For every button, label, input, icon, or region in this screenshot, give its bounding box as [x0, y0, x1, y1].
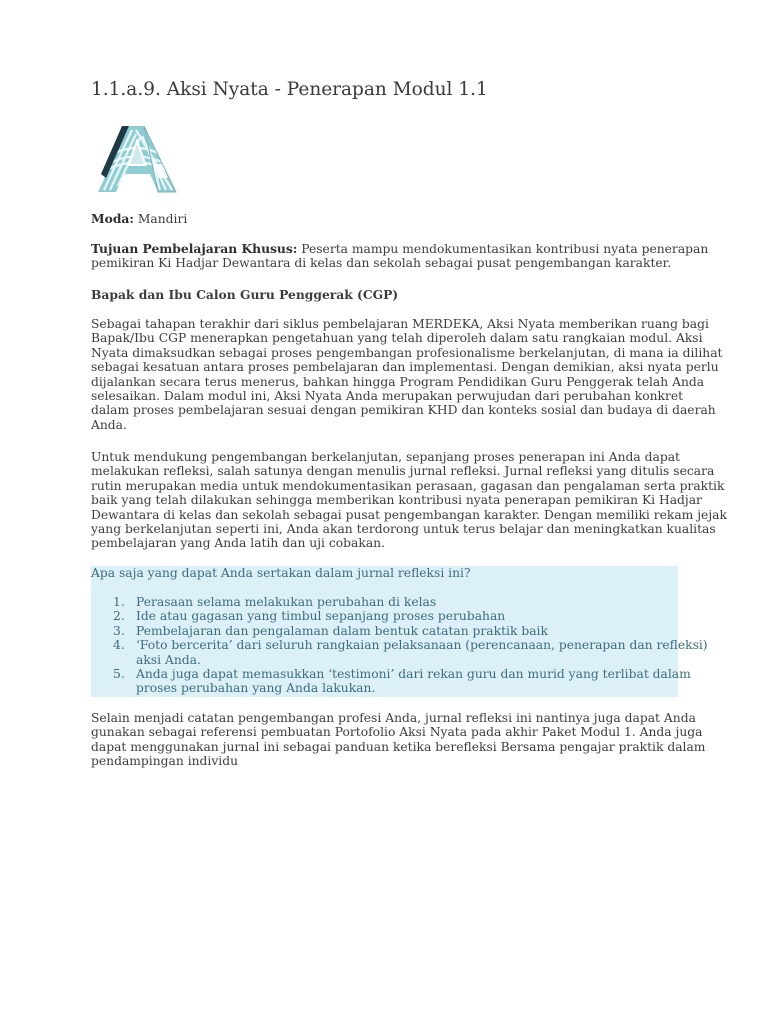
paragraph-line: sebagai kesatuan antara proses pembelajaran dan implementasi. Dengan demikian, aksi nyata perlu — [91, 360, 719, 375]
list-number: 2. — [113, 609, 125, 624]
paragraph-line: selesaikan. Dalam modul ini, Aksi Nyata Anda merupakan perwujudan dari perubahan konkret — [91, 389, 684, 404]
list-item-text: aksi Anda. — [136, 652, 201, 667]
paragraph-line: Nyata dimaksudkan sebagai proses pengembangan profesionalisme berkelanjutan, di mana ia dilihat — [91, 345, 723, 360]
letter-a-logo-icon — [96, 124, 180, 194]
paragraph-line: dalam proses pembelajaran sesuai dengan pemikiran KHD dan konteks sosial dan budaya di daerah — [91, 403, 716, 418]
tujuan-label: Tujuan Pembelajaran Khusus: — [91, 241, 298, 256]
paragraph-line: pendampingan individu — [91, 754, 239, 769]
callout-question: Apa saja yang dapat Anda sertakan dalam jurnal refleksi ini? — [91, 566, 471, 580]
list-number: 1. — [113, 595, 125, 609]
list-number: 5. — [113, 667, 125, 682]
paragraph-line: Untuk mendukung pengembangan berkelanjutan, sepanjang proses penerapan ini Anda dapat — [91, 450, 680, 464]
paragraph-line: Sebagai tahapan terakhir dari siklus pembelajaran MERDEKA, Aksi Nyata memberikan ruang bagi — [91, 317, 709, 331]
paragraph-closing — [91, 711, 706, 769]
paragraph-line: Anda. — [91, 417, 127, 432]
tujuan-text-line: pemikiran Ki Hadjar Dewantara di kelas dan sekolah sebagai pusat pengembangan karakter. — [91, 256, 672, 271]
list-item — [91, 638, 708, 667]
tujuan-text-line: Peserta mampu mendokumentasikan kontribusi nyata penerapan — [297, 242, 709, 256]
list-item — [91, 667, 691, 696]
moda-label: Moda: — [91, 211, 134, 226]
paragraph-line: Selain menjadi catatan pengembangan profesi Anda, jurnal refleksi ini nantinya juga dapat Anda — [91, 711, 696, 725]
list-number: 4. — [113, 638, 125, 653]
section-heading: Bapak dan Ibu Calon Guru Penggerak (CGP) — [91, 287, 399, 302]
paragraph-intro — [91, 317, 723, 432]
journal-callout-box — [91, 566, 708, 697]
list-item-text: Anda juga dapat memasukkan ‘testimoni’ dari rekan guru dan murid yang terlibat dalam — [136, 667, 691, 682]
list-item — [91, 624, 678, 638]
moda-line — [91, 212, 679, 226]
paragraph-line: gunakan sebagai referensi pembuatan Portofolio Aksi Nyata pada akhir Paket Modul 1. Anda juga — [91, 725, 703, 740]
paragraph-line: melakukan refleksi, salah satunya dengan menulis jurnal refleksi. Jurnal refleksi yang ditulis secara — [91, 464, 715, 479]
list-item-text: Pembelajaran dan pengalaman dalam bentuk catatan praktik baik — [136, 623, 548, 638]
list-number: 3. — [113, 623, 125, 638]
tujuan-paragraph — [91, 241, 709, 271]
paragraph-line: Dewantara di kelas dan sekolah sebagai pusat pengembangan karakter. Dengan memiliki rekam jejak — [91, 507, 727, 522]
paragraph-line: dapat menggunakan jurnal ini sebagai panduan ketika berefleksi Bersama pengajar praktik dalam — [91, 739, 706, 754]
moda-value: Mandiri — [133, 212, 188, 226]
paragraph-line: dijalankan secara terus menerus, bahkan hingga Program Pendidikan Guru Penggerak telah Anda — [91, 374, 705, 389]
paragraph-line: pembelajaran yang Anda latih dan uji cobakan. — [91, 536, 385, 551]
list-item-text: Ide atau gagasan yang timbul sepanjang proses perubahan — [136, 609, 506, 624]
page-title: 1.1.a.9. Aksi Nyata - Penerapan Modul 1.1 — [91, 79, 488, 100]
paragraph-line: rutin merupakan media untuk mendokumentasikan perasaan, gagasan dan pengalaman serta praktik — [91, 478, 725, 493]
list-item — [91, 595, 678, 609]
list-item-text: ‘Foto bercerita’ dari seluruh rangkaian pelaksanaan (perencanaan, penerapan dan refleksi) — [136, 638, 708, 653]
paragraph-line: yang berkelanjutan seperti ini, Anda akan terdorong untuk terus belajar dan meningkatkan kualitas — [91, 522, 716, 537]
paragraph-line: Bapak/Ibu CGP menerapkan pengetahuan yang telah diperoleh dalam satu rangkaian modul. Aksi — [91, 331, 703, 346]
list-item — [91, 609, 678, 623]
paragraph-reflection — [91, 450, 727, 551]
paragraph-line: baik yang telah dilakukan sehingga memberikan kontribusi nyata penerapan pemikiran Ki Hadjar — [91, 493, 702, 508]
list-item-text: Perasaan selama melakukan perubahan di kelas — [136, 595, 437, 609]
list-item-text: proses perubahan yang Anda lakukan. — [136, 681, 376, 696]
journal-items-list — [91, 595, 708, 696]
